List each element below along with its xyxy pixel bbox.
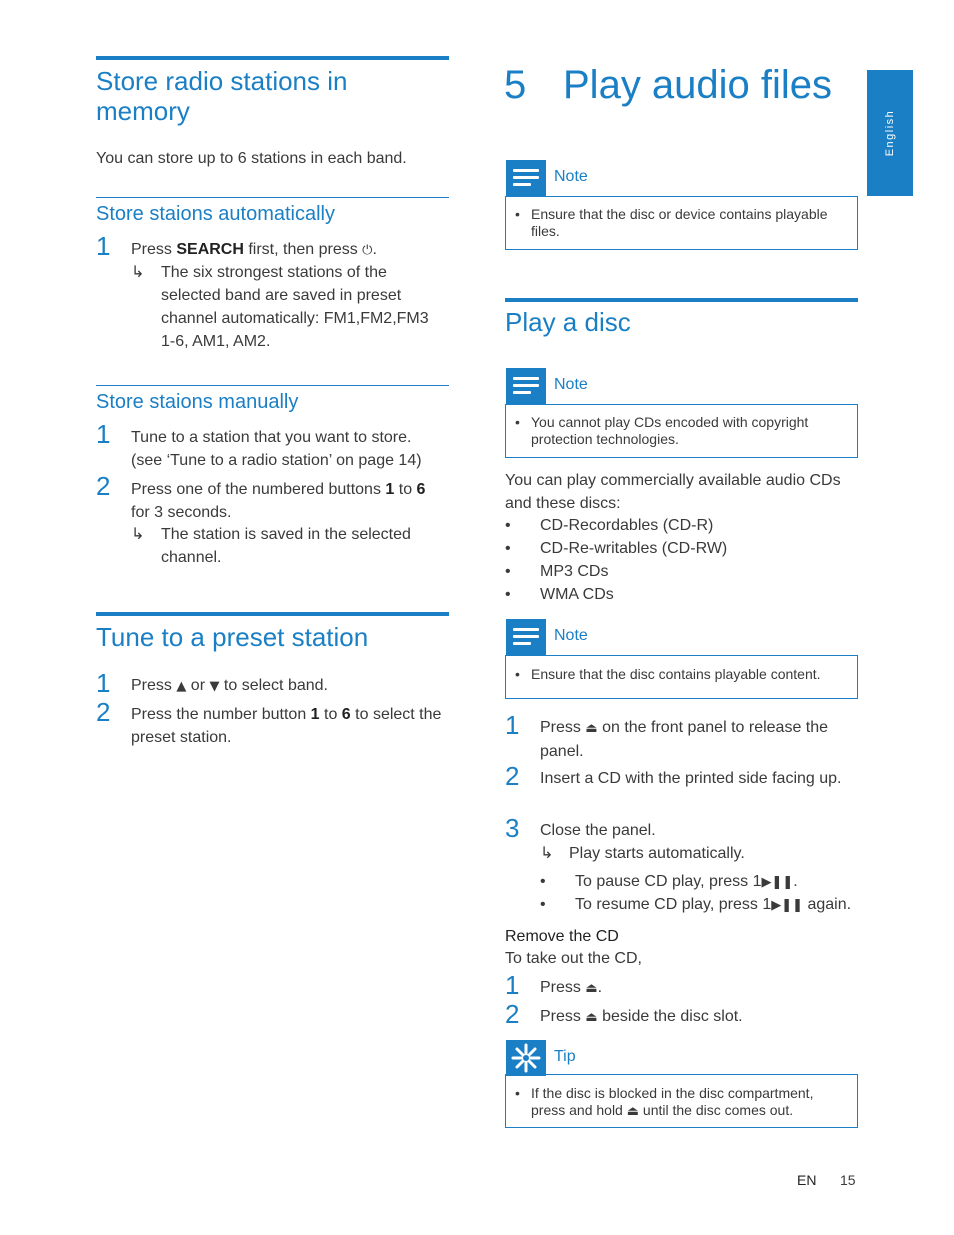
- manual-step-2: Press one of the numbered buttons 1 to 6 for 3 seconds.: [131, 481, 426, 521]
- auto-step-1: Press SEARCH first, then press ⏻.: [131, 241, 377, 258]
- eject-icon: ⏏: [626, 1104, 640, 1119]
- store-manual-heading: Store staions manually: [96, 391, 299, 413]
- tip-text: If the disc is blocked in the disc compartment, press and hold ⏏ until the disc comes out.: [531, 1085, 814, 1119]
- play-step-2: Insert a CD with the printed side facing up.: [540, 770, 842, 787]
- note-text: Ensure that the disc or device contains playable files.: [531, 206, 828, 239]
- step-number-1: 1: [505, 710, 520, 740]
- pause-instruction: To pause CD play, press 1▶❚❚.: [575, 873, 798, 890]
- section-rule: [96, 56, 449, 60]
- language-tab: [867, 70, 913, 196]
- play-step-1: Press ⏏ on the front panel to release the panel.: [540, 719, 829, 760]
- result-arrow-icon: ↳: [540, 845, 554, 862]
- step-number-1: 1: [96, 419, 111, 449]
- step-number-2: 2: [505, 761, 520, 791]
- step-number-1: 1: [505, 970, 520, 1000]
- note-header: Note: [506, 160, 706, 196]
- preset-heading: Tune to a preset station: [96, 622, 369, 652]
- play-intro: You can play commercially available audio CDs and these discs:: [505, 472, 841, 512]
- remove-step-2: Press ⏏ beside the disc slot.: [540, 1008, 743, 1025]
- note-box: • Ensure that the disc contains playable content.: [505, 655, 858, 699]
- result-arrow-icon: ↳: [131, 526, 145, 543]
- note-icon: [506, 160, 546, 196]
- list-item: MP3 CDs: [540, 563, 609, 580]
- step-number-2: 2: [505, 999, 520, 1029]
- note-text: You cannot play CDs encoded with copyright protection technologies.: [531, 414, 809, 447]
- note-text: Ensure that the disc contains playable content.: [531, 666, 821, 682]
- note-box: • You cannot play CDs encoded with copyright protection technologies.: [505, 404, 858, 458]
- manual-step-1: Tune to a station that you want to store. (see ‘Tune to a radio station’ on page 14): [131, 429, 422, 469]
- open-panel-icon: ⏏: [585, 721, 598, 736]
- tip-icon: [506, 1040, 546, 1076]
- open-panel-icon: ⏏: [585, 981, 598, 996]
- result-arrow-icon: ↳: [131, 264, 145, 281]
- store-memory-intro: You can store up to 6 stations in each band.: [96, 150, 407, 167]
- note-icon: [506, 368, 546, 404]
- list-item: CD-Recordables (CD-R): [540, 517, 714, 534]
- remove-step-1: Press ⏏.: [540, 979, 603, 996]
- list-item: CD-Re-writables (CD-RW): [540, 540, 728, 557]
- subsection-rule: [96, 385, 449, 386]
- step-number-1: 1: [96, 668, 111, 698]
- eject-icon: ⏏: [585, 1010, 598, 1025]
- tip-header: Tip: [506, 1040, 706, 1076]
- remove-cd-intro: To take out the CD,: [505, 950, 642, 967]
- tip-box: • If the disc is blocked in the disc compartment, press and hold ⏏ until the disc comes out.: [505, 1074, 858, 1128]
- resume-instruction: To resume CD play, press 1▶❚❚ again.: [575, 896, 852, 913]
- footer-language: EN: [797, 1172, 817, 1188]
- play-pause-icon: ▶❚❚: [771, 898, 804, 913]
- language-tab-label: English: [884, 109, 896, 157]
- subsection-rule: [96, 197, 449, 198]
- step-number-2: 2: [96, 471, 111, 501]
- up-arrow-icon: ▲: [176, 679, 187, 694]
- section-rule: [96, 612, 449, 616]
- power-icon: ⏻: [362, 243, 373, 258]
- step-number-3: 3: [505, 813, 520, 843]
- note-box: • Ensure that the disc or device contains playable files.: [505, 196, 858, 250]
- list-item: WMA CDs: [540, 586, 614, 603]
- chapter-title: Play audio files: [563, 63, 833, 107]
- chapter-number: 5: [504, 63, 527, 107]
- step-number-2: 2: [96, 697, 111, 727]
- remove-cd-heading: Remove the CD: [505, 928, 619, 945]
- play-pause-icon: ▶❚❚: [761, 875, 794, 890]
- play-step-3: Close the panel.: [540, 822, 656, 839]
- preset-step-1: Press ▲ or ▼ to select band.: [131, 677, 328, 694]
- page-number: 15: [840, 1172, 856, 1188]
- preset-step-2: Press the number button 1 to 6 to select the preset station.: [131, 706, 442, 746]
- section-rule: [505, 298, 858, 302]
- down-arrow-icon: ▼: [209, 679, 220, 694]
- store-memory-heading: Store radio stations in memory: [96, 66, 348, 126]
- step-number-1: 1: [96, 231, 111, 261]
- store-auto-heading: Store staions automatically: [96, 203, 336, 225]
- play-disc-heading: Play a disc: [505, 307, 631, 337]
- note-header: Note: [506, 368, 706, 404]
- note-header: Note: [506, 619, 706, 655]
- note-icon: [506, 619, 546, 655]
